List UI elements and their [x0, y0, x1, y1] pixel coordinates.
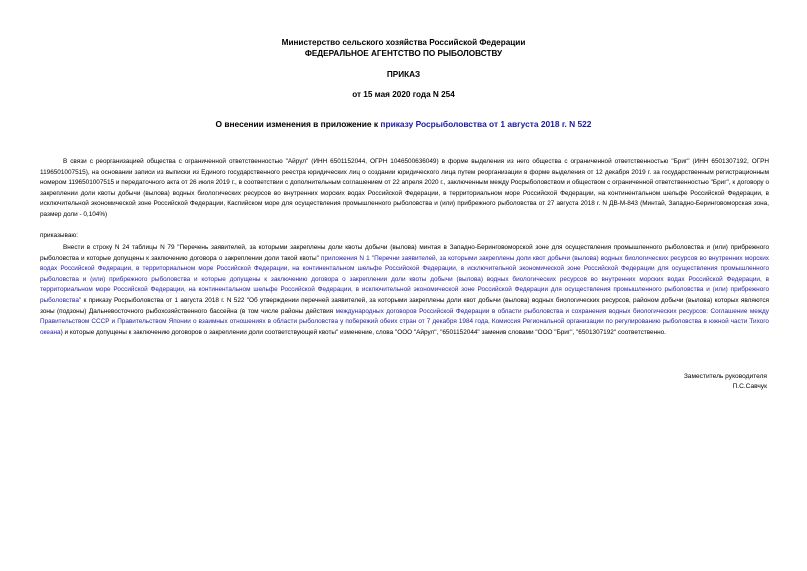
- order-word: приказываю:: [40, 232, 78, 239]
- appendix-link[interactable]: приложения N 1 "Перечни заявителей, за которыми закреплены доли квот добычи (вылова) водных биологических ресурсов во внутренних морских водах Российской Федерации, в территориальном море Российской Федерации, на континентальном шельфе Российской Федерации, в исключительной экономической зоне Российской Федерации для осуществления промышленного рыболовства и (или) прибрежного рыболовства и которые допущены к заключению договора о закреплении доли квоты добычи (вылова) водных биологических ресурсов во внутренних морских водах Российской Федерации, в территориальном море Российской Федерации, на континентальном шельфе Российской Федерации, в исключительной экономической зоне Российской Федерации для осуществления промышленного рыболовства и (или) прибрежного рыболовства": [40, 254, 769, 304]
- signatory-position: Заместитель руководителя: [683, 373, 767, 380]
- body-text-part3: ) и которые допущены к заключению договоров о закреплении доли соответствующей квоты" изменение, слова "ООО "Айрул", "6501152044" заменив словами "ООО "Бриг", "6501307192" соответственно.: [60, 328, 666, 336]
- agency-name: ФЕДЕРАЛЬНОЕ АГЕНТСТВО ПО РЫБОЛОВСТВУ: [304, 49, 503, 58]
- body-text-part2: к приказу Росрыболовства от 1 августа 2018 г. N 522 "Об утверждении перечней заявителей, за которыми закреплены доли квот добычи (вылова) водных биологических ресурсов, районом добычи (вылова) которых являются зоны (подзоны) Дальневосточного рыбохозяйственного бассейна (в том числе районы действия: [40, 296, 769, 315]
- document-title: [40, 119, 767, 129]
- title-order-link[interactable]: приказу Росрыболовства от 1 августа 2018 г. N 522: [380, 119, 592, 129]
- document-type: ПРИКАЗ: [386, 70, 421, 79]
- title-text: О внесении изменения в приложение к: [215, 119, 381, 129]
- document-date-number: от 15 мая 2020 года N 254: [352, 90, 455, 99]
- signature-block: [684, 372, 767, 392]
- preamble-paragraph: В связи с реорганизацией общества с ограниченной ответственностью "Айрул" (ИНН 6501152044, ОГРН 1046500636049) в форме выделения из него общества с ограниченной ответственностью "Бриг" (ИНН 6501307192, ОГРН 1196501007515), на основании записи из выписки из Единого государственного реестра юридических лиц о создании юридического лица путем реорганизации в форме выделения от 12 декабря 2019 г. за государственным регистрационным номером 1196501007515 и передаточного акта от 26 июля 2019 г., в соответствии с дополнительным соглашением от 22 апреля 2020 г., заключенным между Росрыболовством и обществом с ограниченной ответственностью "Бриг", к договору о закреплении доли квоты добычи (вылова) водных биологических ресурсов во внутренних морских водах Российской Федерации, в территориальном море Российской Федерации, на континентальном шельфе Российской Федерации, в исключительной экономической зоне Российской Федерации, Каспийском море для осуществления промышленного рыболовства и (или) прибрежного рыболовства от 27 августа 2018 г. N ДВ-М-843 (Минтай, Западно-Беринговоморская зона, размер доли - 0,104%): [40, 158, 769, 218]
- ministry-name: Министерство сельского хозяйства Российской Федерации: [281, 38, 526, 47]
- order-body-paragraph: [40, 243, 769, 338]
- signatory-name: П.С.Савчук: [732, 383, 767, 390]
- body-text-part1: Внести в строку N 24 таблицы N 79 "Перечень заявителей, за которыми закреплены доли квоты добычи (вылова) минтая в Западно-Беринговоморской зоне для осуществления промышленного рыболовства и (или) прибрежного рыболовства и которые допущены к заключению договора о закреплении доли такой квоты": [40, 244, 769, 262]
- international-agreements-link[interactable]: международных договоров Российской Федерации в области рыболовства и сохранения водных биологических ресурсов: Соглашение между Правительством СССР и Правительством Японии о взаимных отношениях в области рыболовства у побережий обеих стран от 7 декабря 1984 года, Комиссия Региональной организации по регулированию рыболовства в южной части Тихого океана: [40, 307, 769, 336]
